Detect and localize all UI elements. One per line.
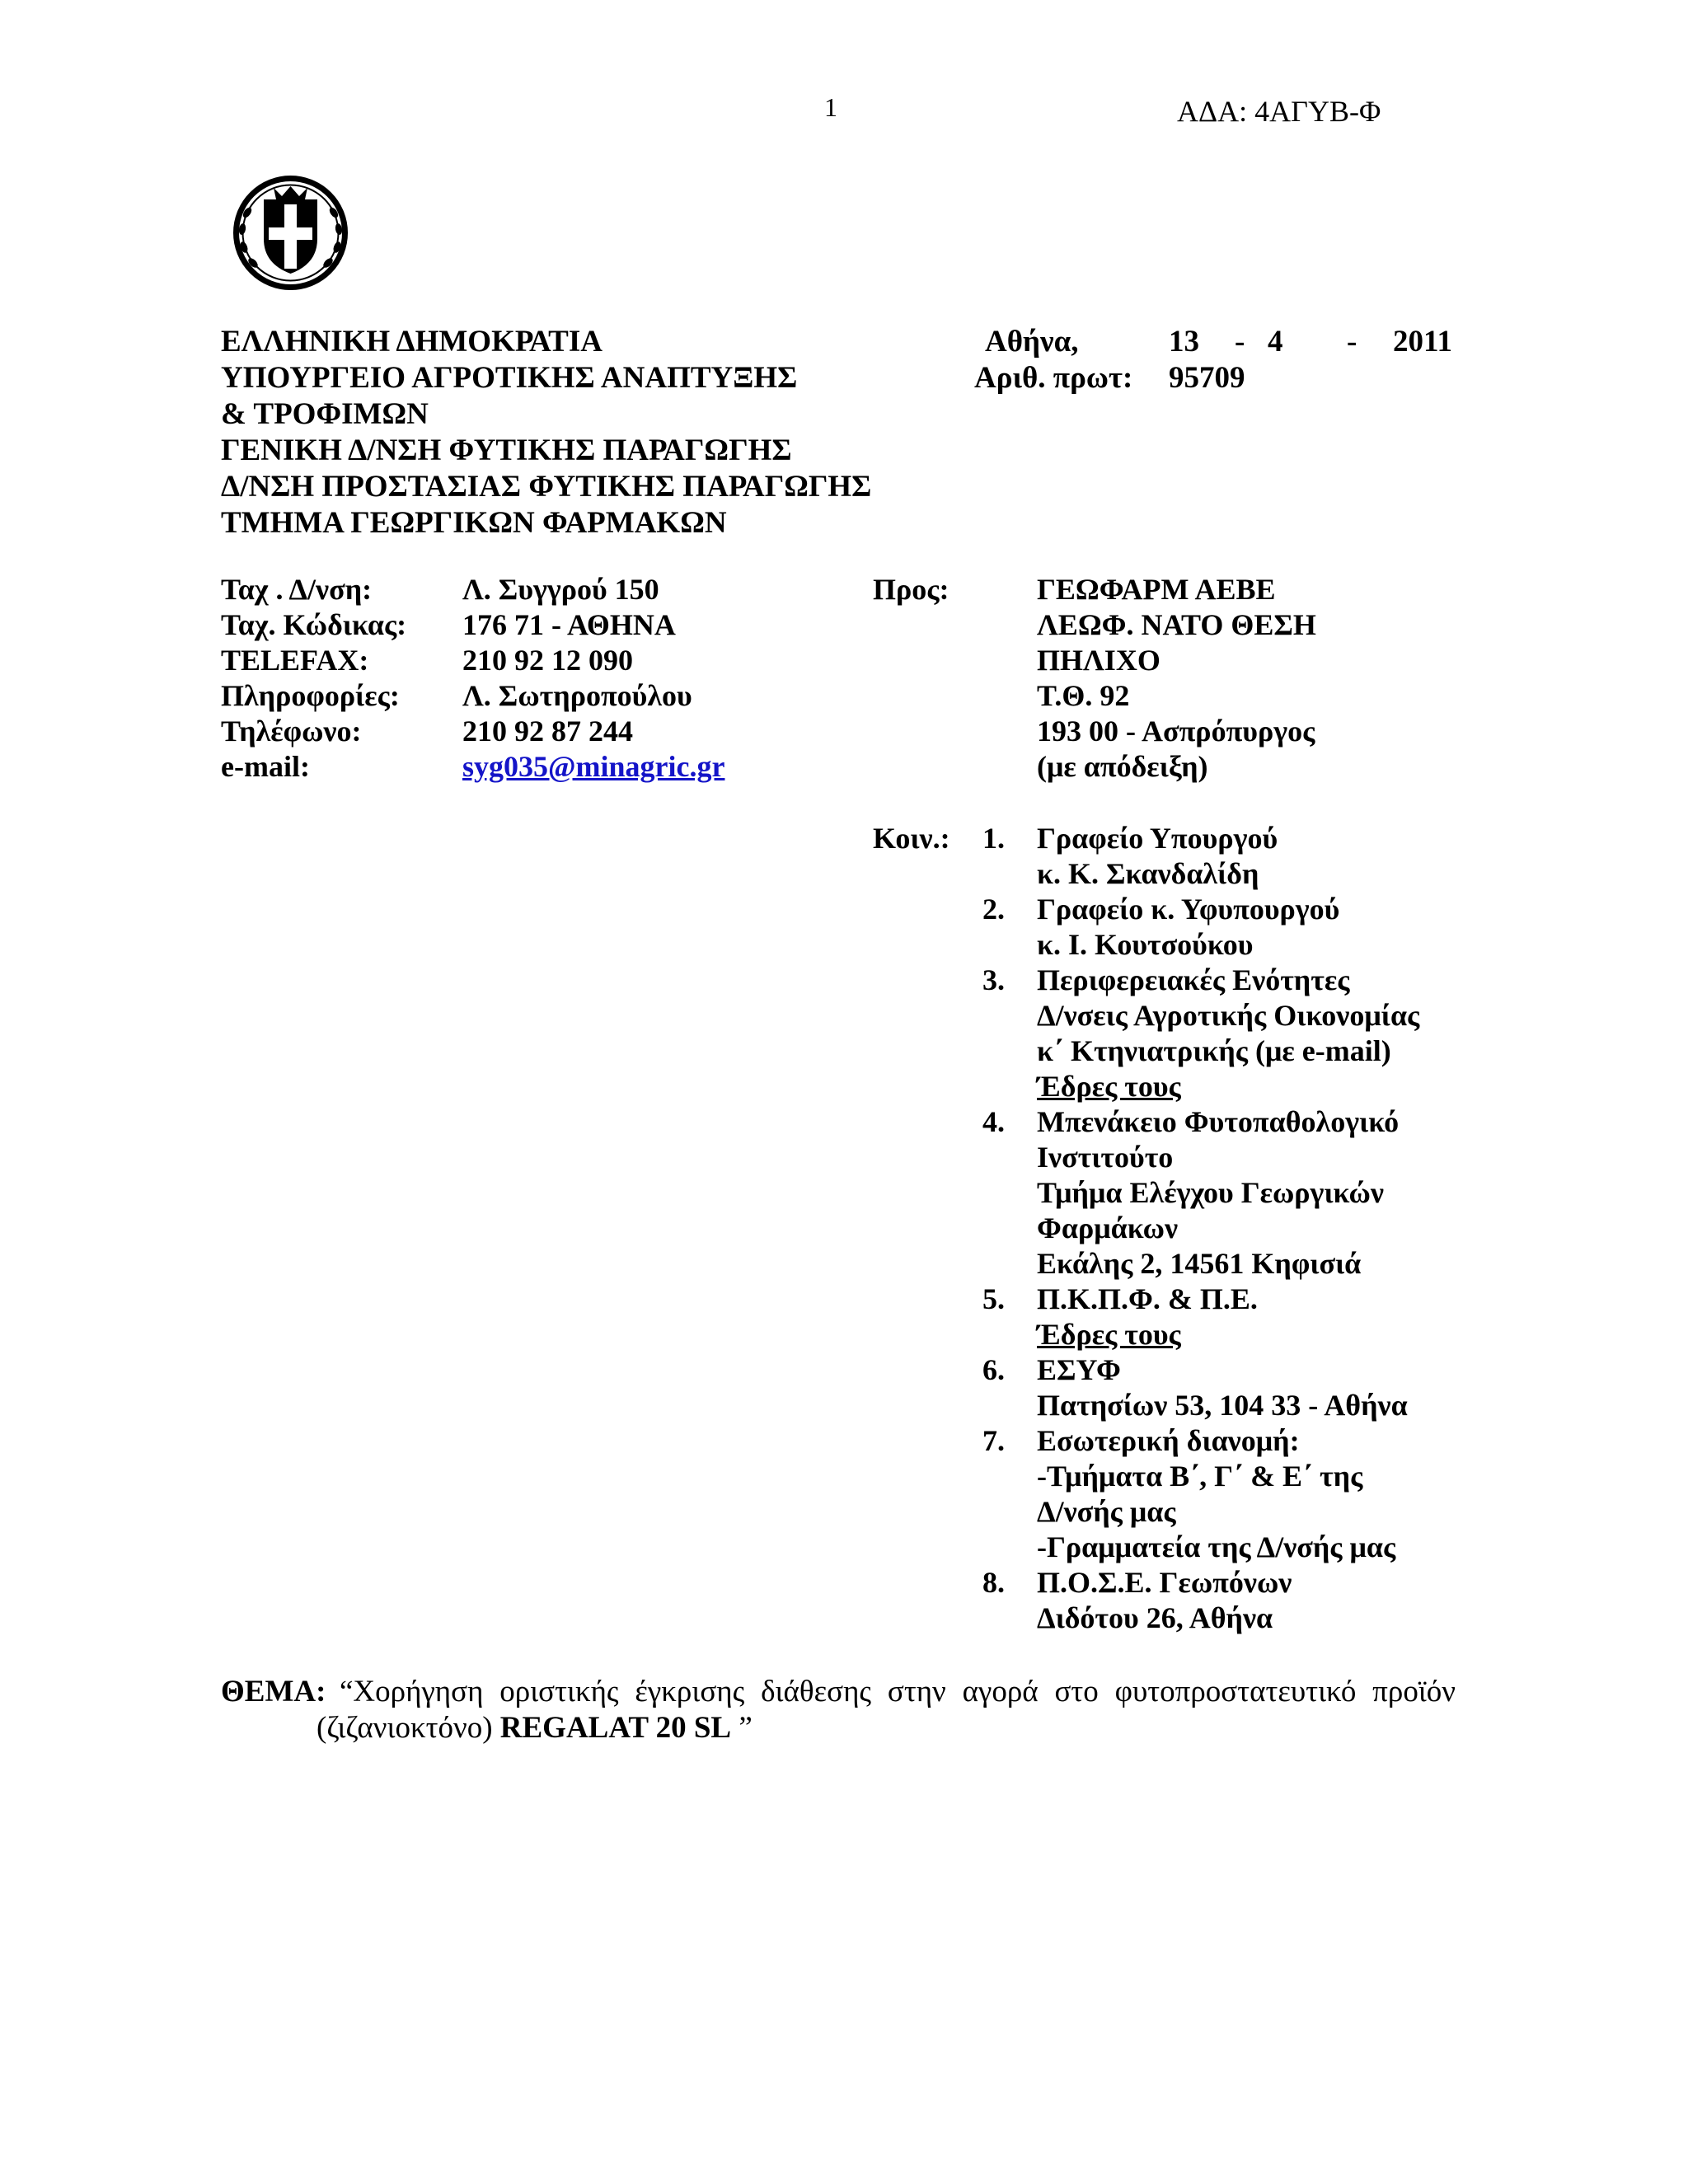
ada-code: ΑΔΑ: 4ΑΓΥΒ-Φ [1177,95,1381,128]
cc-item-line: Περιφερειακές Ενότητες [1037,963,1350,996]
cc-item-line: Π.Ο.Σ.Ε. Γεωπόνων [1037,1566,1292,1599]
header-line-1: ΕΛΛΗΝΙΚΗ ΔΗΜΟΚΡΑΤΙΑ [221,325,603,359]
date-separator-2: - [1347,325,1357,359]
cc-item-number: 3. [982,963,1005,996]
recipient-line: 193 00 - Ασπρόπυργος [1037,715,1315,748]
date-day: 13 [1169,325,1199,359]
telefax-value: 210 92 12 090 [462,644,633,677]
subject-suffix: ” [731,1711,753,1745]
cc-item-number: 7. [982,1424,1005,1457]
cc-item-line: Τμήμα Ελέγχου Γεωργικών [1037,1176,1384,1209]
info-value: Λ. Σωτηροπούλου [462,679,692,712]
postcode-value: 176 71 - ΑΘΗΝΑ [462,608,676,641]
date-month: 4 [1268,325,1283,359]
header-line-5: Δ/ΝΣΗ ΠΡΟΣΤΑΣΙΑΣ ΦΥΤΙΚΗΣ ΠΑΡΑΓΩΓΗΣ [221,470,872,504]
recipient-line: ΠΗΛΙΧΟ [1037,644,1160,677]
recipient-line: ΓΕΩΦΑΡΜ ΑΕΒΕ [1037,573,1276,606]
cc-item-line: Γραφείο κ. Υφυπουργού [1037,893,1340,926]
cc-item-line: Πατησίων 53, 104 33 - Αθήνα [1037,1389,1408,1422]
header-line-6: ΤΜΗΜΑ ΓΕΩΡΓΙΚΩΝ ΦΑΡΜΑΚΩΝ [221,506,727,540]
protocol-label: Αριθ. πρωτ: [974,361,1133,395]
product-name: REGALAT 20 SL [499,1711,732,1745]
cc-item-line: Π.Κ.Π.Φ. & Π.Ε. [1037,1282,1258,1315]
cc-item-line: Διδότου 26, Αθήνα [1037,1601,1273,1634]
recipient-line: Τ.Θ. 92 [1037,679,1130,712]
info-label: Πληροφορίες: [221,679,400,712]
postcode-label: Ταχ. Κώδικας: [221,608,407,641]
header-line-3: & ΤΡΟΦΙΜΩΝ [221,397,429,431]
subject-prefix: (ζιζανιοκτόνο) [316,1711,500,1745]
date-separator-1: - [1235,325,1245,359]
cc-item-line: κ. Κ. Σκανδαλίδη [1037,857,1259,890]
cc-item-line: Γραφείο Υπουργού [1037,822,1278,855]
cc-item-line: Μπενάκειο Φυτοπαθολογικό [1037,1105,1400,1138]
cc-item-number: 4. [982,1105,1005,1138]
email-link[interactable]: syg035@minagric.gr [462,750,725,783]
phone-label: Τηλέφωνο: [221,715,362,748]
cc-item-line: κ΄ Κτηνιατρικής (με e-mail) [1037,1034,1391,1067]
cc-item-line: Δ/νσεις Αγροτικής Οικονομίας [1037,999,1420,1032]
cc-item-line: Ινστιτούτο [1037,1141,1174,1174]
cc-item-line: κ. Ι. Κουτσούκου [1037,928,1254,961]
telefax-label: TELEFAX: [221,644,369,677]
subject-line-2 [316,1710,753,1746]
date-year: 2011 [1393,325,1452,359]
cc-item-number: 1. [982,822,1005,855]
cc-item-line: Δ/νσής μας [1037,1495,1176,1528]
header-line-2: ΥΠΟΥΡΓΕΙΟ ΑΓΡΟΤΙΚΗΣ ΑΝΑΠΤΥΞΗΣ [221,361,798,395]
cc-item-line: -Γραμματεία της Δ/νσής μας [1037,1530,1396,1563]
date-label: Αθήνα, [985,325,1079,359]
phone-value: 210 92 87 244 [462,715,633,748]
cc-item-line: Φαρμάκων [1037,1212,1179,1244]
cc-item-line: ΕΣΥΦ [1037,1353,1121,1386]
recipient-label: Προς: [873,573,950,606]
protocol-number: 95709 [1169,361,1245,395]
cc-item-line: Έδρες τους [1037,1318,1181,1351]
cc-item-line: Εκάλης 2, 14561 Κηφισιά [1037,1247,1362,1280]
subject-line-1: “Χορήγηση οριστικής έγκρισης διάθεσης στην αγορά στο φυτοπροστατευτικό προϊόν [340,1675,1456,1708]
cc-label: Κοιν.: [873,822,950,855]
page-number: 1 [824,92,837,122]
cc-item-number: 2. [982,893,1005,926]
street-label: Ταχ . Δ/νση: [221,573,373,606]
cc-item-number: 5. [982,1282,1005,1315]
cc-item-line: Εσωτερική διανομή: [1037,1424,1300,1457]
recipient-line: ΛΕΩΦ. ΝΑΤΟ ΘΕΣΗ [1037,608,1316,641]
header-line-4: ΓΕΝΙΚΗ Δ/ΝΣΗ ΦΥΤΙΚΗΣ ΠΑΡΑΓΩΓΗΣ [221,434,792,467]
street-value: Λ. Συγγρού 150 [462,573,659,606]
cc-item-line: Έδρες τους [1037,1070,1181,1103]
email-label: e-mail: [221,750,310,783]
recipient-line: (με απόδειξη) [1037,750,1208,783]
cc-item-line: -Τμήματα Β΄, Γ΄ & Ε΄ της [1037,1460,1363,1493]
cc-item-number: 8. [982,1566,1005,1599]
subject-label: ΘΕΜΑ: [221,1675,326,1708]
cc-item-number: 6. [982,1353,1005,1386]
coat-of-arms-icon [231,173,350,293]
